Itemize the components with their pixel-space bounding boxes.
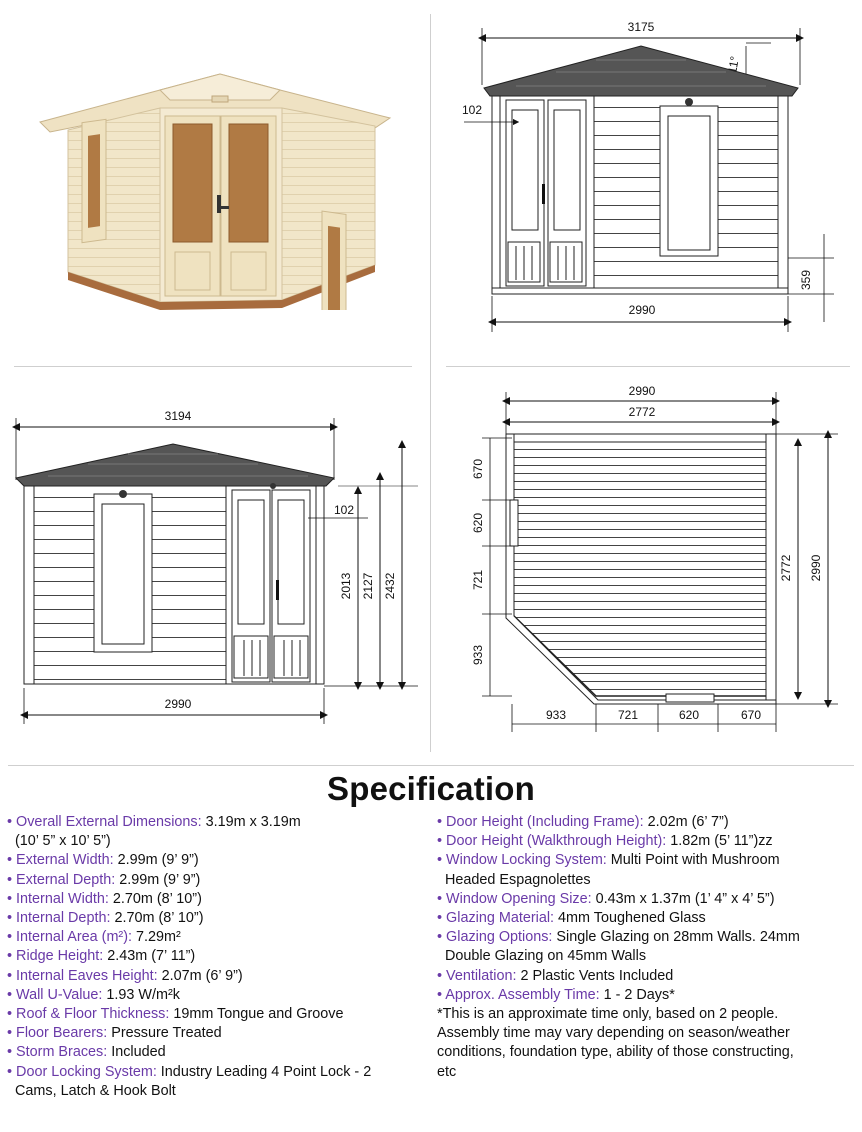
- spec-label: Window Locking System:: [446, 852, 607, 869]
- spec-item: [437, 851, 857, 870]
- spec-item: [7, 1005, 427, 1024]
- spec-title: Specification: [327, 770, 535, 807]
- front-roof-angle-label: 11°: [725, 55, 742, 75]
- horizontal-divider-left: [14, 366, 412, 367]
- spec-label: Internal Eaves Height:: [16, 967, 158, 984]
- side-eaves-height-label: 2127: [361, 572, 375, 600]
- front-top-width-label: 3175: [627, 20, 655, 34]
- bullet-icon: •: [7, 852, 17, 869]
- spec-item: [7, 871, 427, 890]
- spec-label: Glazing Material:: [446, 910, 555, 927]
- spec-label: Window Opening Size:: [446, 890, 592, 907]
- spec-label: Glazing Options:: [446, 929, 553, 946]
- plan-left-seg-3: 721: [471, 569, 485, 591]
- spec-left-column: [7, 813, 427, 1101]
- side-overhang-label: 102: [334, 503, 355, 517]
- assembly-note-line: etc: [437, 1063, 457, 1080]
- spec-label: Internal Depth:: [16, 910, 111, 927]
- spec-value: Included: [107, 1044, 166, 1061]
- spec-item: [7, 851, 427, 870]
- side-elevation-drawing: [8, 400, 428, 730]
- spec-label: Ridge Height:: [16, 948, 104, 965]
- bullet-icon: •: [7, 871, 17, 888]
- spec-value: 2.99m (9’ 9”): [115, 871, 201, 888]
- plan-inner-width-label: 2772: [628, 405, 656, 419]
- spec-value: 2.99m (9’ 9”): [113, 852, 199, 869]
- plan-bottom-seg-3: 620: [678, 708, 700, 722]
- spec-label: Door Locking System:: [16, 1063, 157, 1080]
- plan-left-seg-4: 933: [471, 644, 485, 666]
- spec-item: [7, 967, 427, 986]
- spec-label: Overall External Dimensions:: [16, 814, 202, 830]
- spec-label: External Width:: [16, 852, 114, 869]
- vertical-divider: [430, 14, 431, 752]
- bullet-icon: •: [437, 890, 447, 907]
- spec-value: 2 Plastic Vents Included: [516, 967, 674, 984]
- spec-label: External Depth:: [16, 871, 116, 888]
- spec-item: [437, 986, 857, 1005]
- bullet-icon: •: [437, 833, 447, 850]
- bullet-icon: •: [7, 1025, 17, 1042]
- spec-item: [7, 909, 427, 928]
- bullet-icon: •: [7, 910, 17, 927]
- spec-item: [7, 1024, 427, 1043]
- spec-label: Approx. Assembly Time:: [445, 986, 600, 1003]
- bullet-icon: •: [437, 852, 447, 869]
- spec-value-continued: (10’ 5” x 10’ 5”): [15, 833, 111, 850]
- spec-label: Storm Braces:: [16, 1044, 108, 1061]
- cabin-render: [30, 60, 400, 310]
- front-base-height-label: 359: [799, 269, 813, 291]
- spec-label: Door Height (Walkthrough Height):: [446, 833, 667, 850]
- side-bottom-width-label: 2990: [164, 697, 192, 711]
- bullet-icon: •: [437, 929, 447, 946]
- spec-value: 2.70m (8’ 10”): [110, 910, 204, 927]
- spec-value: 2.43m (7’ 11”): [103, 948, 196, 965]
- side-ridge-height-label: 2432: [383, 572, 397, 600]
- bullet-icon: •: [7, 967, 17, 984]
- spec-value: 2.70m (8’ 10”): [108, 890, 202, 907]
- spec-value: 1.93 W/m²k: [102, 986, 180, 1003]
- spec-value: 19mm Tongue and Groove: [169, 1006, 344, 1023]
- plan-bottom-seg-2: 721: [617, 708, 639, 722]
- spec-item: [437, 890, 857, 909]
- spec-label: Internal Width:: [16, 890, 109, 907]
- spec-item: [7, 1043, 427, 1062]
- bullet-icon: •: [7, 1006, 17, 1023]
- spec-value: 2.07m (6’ 9”): [157, 967, 243, 984]
- spec-item: [7, 890, 427, 909]
- plan-left-seg-1: 670: [471, 458, 485, 480]
- spec-right-column: [437, 813, 857, 1082]
- front-overhang-label: 102: [462, 103, 483, 117]
- bullet-icon: •: [437, 986, 446, 1003]
- spec-value: Industry Leading 4 Point Lock - 2: [156, 1063, 372, 1080]
- spec-value: 2.02m (6’ 7”): [643, 814, 729, 830]
- horizontal-divider-right: [446, 366, 850, 367]
- spec-label: Internal Area (m²):: [16, 929, 133, 946]
- spec-label: Roof & Floor Thickness:: [16, 1006, 170, 1023]
- bullet-icon: •: [7, 1044, 17, 1061]
- floor-plan-drawing: [446, 378, 856, 738]
- bullet-icon: •: [437, 910, 447, 927]
- spec-value: Multi Point with Mushroom: [606, 852, 780, 869]
- plan-right-outer-label: 2990: [809, 554, 823, 582]
- spec-value-continued: Cams, Latch & Hook Bolt: [15, 1082, 176, 1099]
- bullet-icon: •: [7, 986, 17, 1003]
- bullet-icon: •: [437, 814, 447, 830]
- plan-bottom-seg-4: 670: [740, 708, 762, 722]
- bullet-icon: •: [7, 814, 17, 830]
- assembly-note-line: *This is an approximate time only, based on 2 people.: [437, 1006, 779, 1023]
- spec-value: 1 - 2 Days*: [599, 986, 675, 1003]
- side-door-height-label: 2013: [339, 572, 353, 600]
- spec-value: 1.82m (5’ 11”)zz: [666, 833, 773, 850]
- spec-item: [437, 928, 857, 947]
- plan-bottom-seg-1: 933: [545, 708, 567, 722]
- spec-item: [437, 813, 857, 832]
- spec-item: [7, 947, 427, 966]
- spec-item: [7, 1063, 427, 1082]
- spec-value-continued: Headed Espagnolettes: [445, 871, 591, 888]
- assembly-note-line: conditions, foundation type, ability of those constructing,: [437, 1044, 794, 1061]
- spec-value: 3.19m x 3.19m: [201, 814, 301, 830]
- plan-left-seg-2: 620: [471, 512, 485, 534]
- spec-item: [7, 813, 427, 832]
- spec-value: Single Glazing on 28mm Walls. 24mm: [552, 929, 800, 946]
- bullet-icon: •: [437, 967, 447, 984]
- spec-label: Floor Bearers:: [16, 1025, 108, 1042]
- spec-label: Door Height (Including Frame):: [446, 814, 644, 830]
- plan-outer-width-label: 2990: [628, 384, 656, 398]
- spec-item: [437, 967, 857, 986]
- assembly-note-line: Assembly time may vary depending on season/weather: [437, 1025, 790, 1042]
- section-divider: [8, 765, 854, 766]
- spec-value: 7.29m²: [132, 929, 181, 946]
- spec-value: 4mm Toughened Glass: [554, 910, 706, 927]
- spec-item: [437, 832, 857, 851]
- bullet-icon: •: [7, 890, 17, 907]
- spec-value: 0.43m x 1.37m (1’ 4” x 4’ 5”): [591, 890, 775, 907]
- spec-label: Ventilation:: [446, 967, 517, 984]
- spec-item: [437, 909, 857, 928]
- bullet-icon: •: [7, 929, 17, 946]
- spec-value-continued: Double Glazing on 45mm Walls: [445, 948, 647, 965]
- bullet-icon: •: [7, 948, 17, 965]
- plan-right-inner-label: 2772: [779, 554, 793, 582]
- spec-value: Pressure Treated: [107, 1025, 222, 1042]
- spec-item: [7, 928, 427, 947]
- side-top-width-label: 3194: [164, 409, 192, 423]
- front-bottom-width-label: 2990: [628, 303, 656, 317]
- spec-item: [7, 986, 427, 1005]
- front-elevation-drawing: [446, 10, 856, 355]
- spec-label: Wall U-Value:: [16, 986, 103, 1003]
- bullet-icon: •: [7, 1063, 17, 1080]
